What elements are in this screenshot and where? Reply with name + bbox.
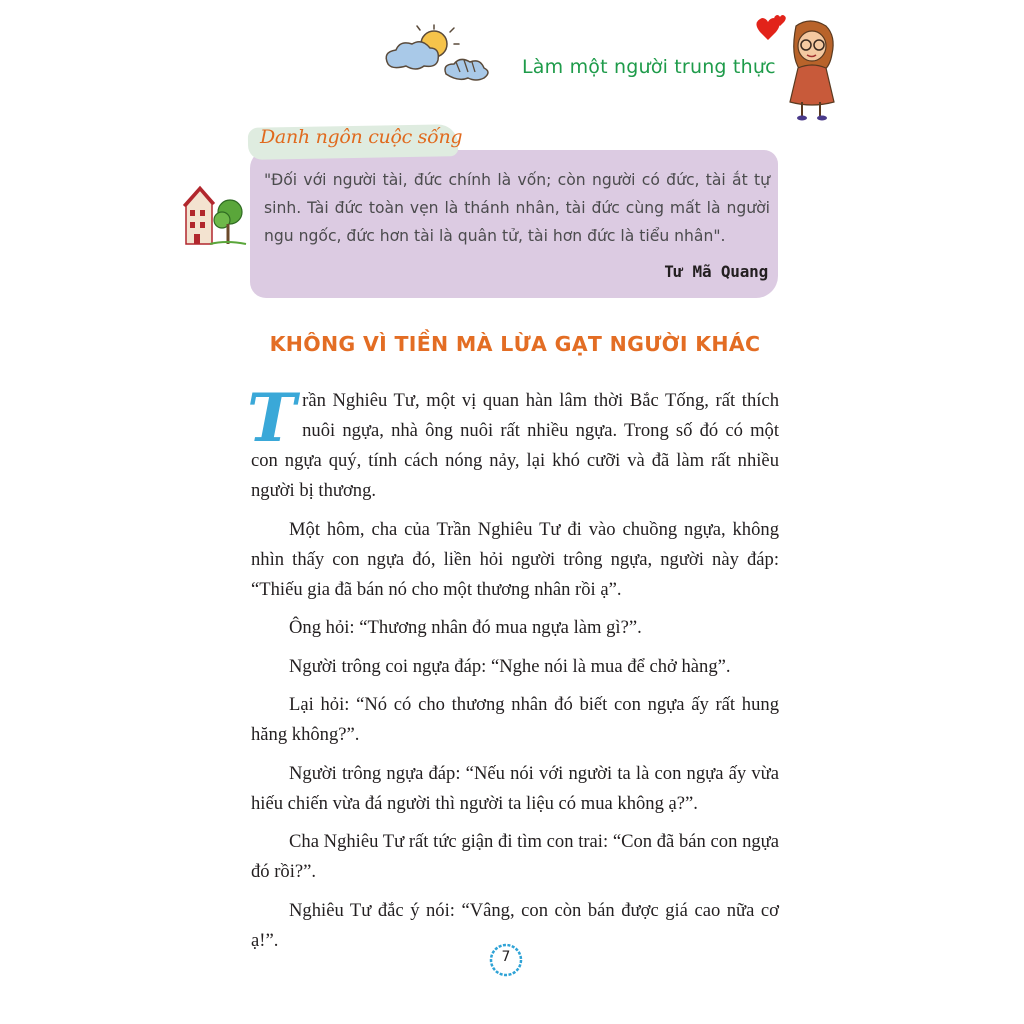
house-tree-illustration	[180, 184, 250, 254]
story-paragraph: Lại hỏi: “Nó có cho thương nhân đó biết con ngựa ấy rất hung hăng không?”.	[251, 694, 779, 745]
story-paragraph: Một hôm, cha của Trần Nghiêu Tư đi vào chuồng ngựa, không nhìn thấy con ngựa đó, liền hỏi người trông ngựa, người này đáp: “Thiếu gia đã bán nó cho một thương nhân rồi ạ”.	[251, 518, 779, 600]
story-paragraph: Người trông coi ngựa đáp: “Nghe nói là mua để chở hàng”.	[289, 655, 731, 677]
quote-text: "Đối với người tài, đức chính là vốn; còn người có đức, tài ắt tự sinh. Tài đức toàn vẹn là thánh nhân, tài đức cùng mất là người ngu ngốc, đức hơn tài là quân tử, tài hơn đức là tiểu nhân".	[264, 171, 770, 245]
story-paragraph: Trần Nghiêu Tư, một vị quan hàn lâm thời Bắc Tống, rất thích nuôi ngựa, nhà ông nuôi rất nhiều ngựa. Trong số đó có một con ngựa quý, tính cách nóng nảy, lại khó cưỡi và đã làm rất nhiều người bị thương.	[247, 379, 779, 501]
story-body	[247, 379, 779, 964]
page-number: 7	[501, 949, 511, 965]
story-paragraph: Cha Nghiêu Tư rất tức giận đi tìm con trai: “Con đã bán con ngựa đó rồi?”.	[251, 831, 779, 882]
sun-cloud-illustration	[380, 22, 510, 92]
girl-illustration	[752, 12, 848, 124]
quote-author: Tư Mã Quang	[664, 262, 768, 281]
story-paragraph: Ông hỏi: “Thương nhân đó mua ngựa làm gì?”.	[289, 617, 642, 638]
story-paragraph: Người trông ngựa đáp: “Nếu nói với người ta là con ngựa ấy vừa hiếu chiến vừa đá người thì người ta liệu có mua không ạ?”.	[251, 762, 779, 814]
drop-cap: T	[247, 379, 297, 457]
story-title: KHÔNG VÌ TIỀN MÀ LỪA GẠT NGƯỜI KHÁC	[269, 332, 761, 356]
story-paragraph: Nghiêu Tư đắc ý nói: “Vâng, con còn bán được giá cao nữa cơ ạ!”.	[251, 899, 779, 951]
chapter-title: Làm một người trung thực	[522, 56, 776, 78]
quote-heading: Danh ngôn cuộc sống	[260, 126, 463, 148]
